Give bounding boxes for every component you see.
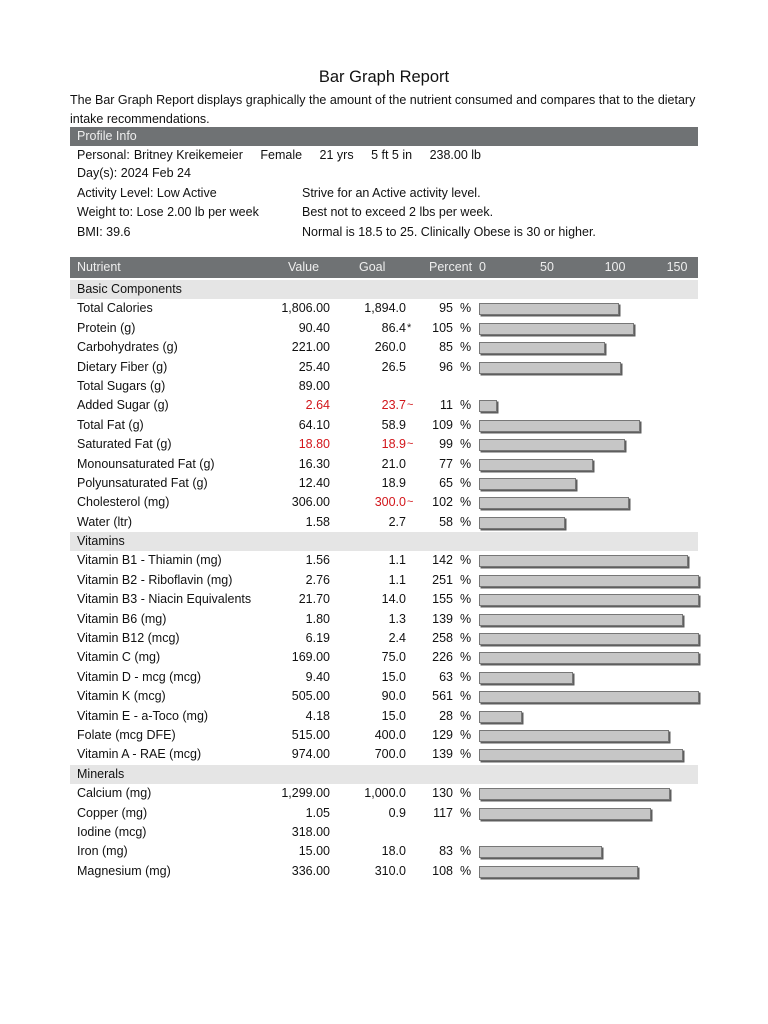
nutrient-table-header bbox=[70, 257, 698, 278]
percent-bar bbox=[479, 711, 522, 723]
nutrient-row bbox=[70, 358, 698, 377]
personal-name: Personal: Britney Kreikemeier bbox=[77, 148, 243, 162]
nutrient-row bbox=[70, 629, 698, 648]
report-description: The Bar Graph Report displays graphically the amount of the nutrient consumed and compares that to the dietary intake recommendations. bbox=[70, 93, 696, 126]
nutrient-value: 505.00 bbox=[291, 689, 330, 704]
percent-bar bbox=[479, 497, 629, 509]
nutrient-percent: 139 bbox=[432, 747, 453, 762]
percent-sign: % bbox=[460, 417, 472, 432]
nutrient-value: 221.00 bbox=[291, 340, 330, 355]
nutrient-percent: 251 bbox=[432, 572, 453, 587]
nutrient-goal: 1,894.0 bbox=[364, 301, 406, 316]
percent-bar bbox=[479, 575, 699, 587]
percent-sign: % bbox=[460, 340, 472, 355]
nutrient-name: Polyunsaturated Fat (g) bbox=[77, 475, 208, 490]
nutrient-value: 1.05 bbox=[305, 805, 330, 820]
nutrient-row bbox=[70, 745, 698, 764]
percent-sign: % bbox=[460, 301, 472, 316]
nutrient-value: 12.40 bbox=[298, 475, 330, 490]
nutrient-value: 18.80 bbox=[298, 437, 330, 452]
nutrient-percent: 108 bbox=[432, 863, 453, 878]
percent-sign: % bbox=[460, 514, 472, 529]
nutrient-goal: 2.4 bbox=[388, 631, 406, 646]
percent-sign: % bbox=[460, 650, 472, 665]
percent-bar bbox=[479, 323, 634, 335]
personal-age: 21 yrs bbox=[319, 148, 354, 162]
percent-bar bbox=[479, 672, 573, 684]
nutrient-name: Total Sugars (g) bbox=[77, 378, 166, 393]
nutrient-row bbox=[70, 493, 698, 512]
nutrient-name: Vitamin B12 (mcg) bbox=[77, 631, 180, 646]
nutrient-name: Total Fat (g) bbox=[77, 417, 144, 432]
percent-bar bbox=[479, 439, 625, 451]
nutrient-goal: 1.3 bbox=[388, 611, 406, 626]
percent-bar bbox=[479, 478, 576, 490]
nutrient-row bbox=[70, 862, 698, 881]
profile-info-header bbox=[70, 127, 698, 146]
percent-bar bbox=[479, 459, 593, 471]
nutrient-row bbox=[70, 513, 698, 532]
header-nutrient: Nutrient bbox=[77, 260, 121, 274]
nutrient-goal: 58.9 bbox=[381, 417, 406, 432]
nutrient-value: 15.00 bbox=[298, 844, 330, 859]
percent-sign: % bbox=[460, 727, 472, 742]
nutrient-value: 25.40 bbox=[298, 359, 330, 374]
profile-days: Day(s): 2024 Feb 24 bbox=[77, 166, 191, 180]
nutrient-name: Vitamin B1 - Thiamin (mg) bbox=[77, 553, 222, 568]
header-goal: Goal bbox=[359, 260, 386, 274]
goal-flag: * bbox=[407, 321, 412, 334]
nutrient-goal: 21.0 bbox=[381, 456, 406, 471]
nutrient-goal: 700.0 bbox=[374, 747, 406, 762]
nutrient-value: 6.19 bbox=[305, 631, 330, 646]
percent-bar bbox=[479, 866, 638, 878]
nutrient-goal: 86.4 bbox=[381, 320, 406, 335]
nutrient-value: 89.00 bbox=[298, 378, 330, 393]
nutrient-percent: 105 bbox=[432, 320, 453, 335]
percent-bar bbox=[479, 730, 669, 742]
nutrient-goal: 18.9 bbox=[381, 475, 406, 490]
profile-weight-goal: Weight to: Lose 2.00 lb per week bbox=[77, 205, 259, 219]
nutrient-row bbox=[70, 435, 698, 454]
nutrient-percent: 226 bbox=[432, 650, 453, 665]
nutrient-goal: 1.1 bbox=[388, 572, 406, 587]
nutrient-row bbox=[70, 668, 698, 687]
nutrient-goal: 23.7 bbox=[381, 398, 406, 413]
category-row: Vitamins bbox=[70, 532, 698, 551]
nutrient-percent: 58 bbox=[439, 514, 453, 529]
nutrient-name: Copper (mg) bbox=[77, 805, 148, 820]
nutrient-goal: 90.0 bbox=[381, 689, 406, 704]
nutrient-name: Iodine (mcg) bbox=[77, 824, 147, 839]
nutrient-row bbox=[70, 338, 698, 357]
bar-axis-tick: 0 bbox=[479, 260, 486, 274]
profile-info-title: Profile Info bbox=[77, 129, 137, 143]
percent-sign: % bbox=[460, 708, 472, 723]
nutrient-percent: 85 bbox=[439, 340, 453, 355]
percent-bar bbox=[479, 594, 699, 606]
nutrient-value: 16.30 bbox=[298, 456, 330, 471]
nutrient-name: Vitamin B3 - Niacin Equivalents bbox=[77, 592, 252, 607]
nutrient-goal: 400.0 bbox=[374, 727, 406, 742]
percent-bar bbox=[479, 808, 651, 820]
nutrient-goal: 15.0 bbox=[381, 708, 406, 723]
percent-bar bbox=[479, 652, 699, 664]
nutrient-row bbox=[70, 299, 698, 318]
percent-sign: % bbox=[460, 592, 472, 607]
nutrient-value: 21.70 bbox=[298, 592, 330, 607]
nutrient-row bbox=[70, 377, 698, 396]
nutrient-row bbox=[70, 707, 698, 726]
nutrient-percent: 96 bbox=[439, 359, 453, 374]
nutrient-name: Iron (mg) bbox=[77, 844, 128, 859]
nutrient-value: 1,299.00 bbox=[281, 786, 330, 801]
bar-axis-tick: 100 bbox=[604, 260, 626, 274]
category-row: Minerals bbox=[70, 765, 698, 784]
percent-bar bbox=[479, 400, 497, 412]
nutrient-percent: 258 bbox=[432, 631, 453, 646]
percent-sign: % bbox=[460, 631, 472, 646]
nutrient-percent: 77 bbox=[439, 456, 453, 471]
nutrient-row bbox=[70, 648, 698, 667]
nutrient-value: 1,806.00 bbox=[281, 301, 330, 316]
percent-sign: % bbox=[460, 786, 472, 801]
percent-bar bbox=[479, 342, 605, 354]
percent-bar bbox=[479, 555, 688, 567]
header-percent: Percent bbox=[429, 260, 473, 274]
nutrient-percent: 63 bbox=[439, 669, 453, 684]
nutrient-value: 1.56 bbox=[305, 553, 330, 568]
nutrient-row bbox=[70, 319, 698, 338]
percent-sign: % bbox=[460, 863, 472, 878]
percent-bar bbox=[479, 846, 602, 858]
nutrient-value: 306.00 bbox=[291, 495, 330, 510]
personal-sex: Female bbox=[260, 148, 303, 162]
percent-bar bbox=[479, 691, 699, 703]
percent-sign: % bbox=[460, 747, 472, 762]
percent-sign: % bbox=[460, 611, 472, 626]
goal-flag: ~ bbox=[407, 496, 414, 509]
nutrient-goal: 310.0 bbox=[374, 863, 406, 878]
nutrient-row bbox=[70, 551, 698, 570]
nutrient-value: 515.00 bbox=[291, 727, 330, 742]
nutrient-value: 169.00 bbox=[291, 650, 330, 665]
page-title: Bar Graph Report bbox=[318, 68, 450, 86]
nutrient-table bbox=[70, 280, 698, 881]
nutrient-row bbox=[70, 726, 698, 745]
nutrient-name: Dietary Fiber (g) bbox=[77, 359, 168, 374]
nutrient-value: 2.64 bbox=[305, 398, 330, 413]
nutrient-value: 1.58 bbox=[305, 514, 330, 529]
nutrient-goal: 1,000.0 bbox=[364, 786, 406, 801]
nutrient-goal: 0.9 bbox=[388, 805, 406, 820]
profile-activity-note: Strive for an Active activity level. bbox=[302, 186, 481, 200]
nutrient-percent: 142 bbox=[432, 553, 453, 568]
nutrient-row bbox=[70, 474, 698, 493]
personal-weight: 238.00 lb bbox=[429, 148, 481, 162]
nutrient-goal: 1.1 bbox=[388, 553, 406, 568]
nutrient-name: Vitamin K (mcg) bbox=[77, 689, 166, 704]
profile-bmi: BMI: 39.6 bbox=[77, 225, 131, 239]
nutrient-percent: 117 bbox=[433, 805, 453, 820]
nutrient-percent: 28 bbox=[439, 708, 453, 723]
nutrient-goal: 18.0 bbox=[381, 844, 406, 859]
bar-axis-tick: 50 bbox=[540, 260, 554, 274]
nutrient-goal: 15.0 bbox=[381, 669, 406, 684]
percent-sign: % bbox=[460, 437, 472, 452]
nutrient-value: 336.00 bbox=[291, 863, 330, 878]
category-row: Basic Components bbox=[70, 280, 698, 299]
percent-sign: % bbox=[460, 320, 472, 335]
nutrient-value: 64.10 bbox=[298, 417, 330, 432]
profile-bmi-note: Normal is 18.5 to 25. Clinically Obese is 30 or higher. bbox=[302, 225, 596, 239]
nutrient-name: Cholesterol (mg) bbox=[77, 495, 170, 510]
nutrient-name: Vitamin B2 - Riboflavin (mg) bbox=[77, 572, 233, 587]
nutrient-goal: 26.5 bbox=[381, 359, 406, 374]
nutrient-row bbox=[70, 823, 698, 842]
nutrient-row bbox=[70, 416, 698, 435]
nutrient-row bbox=[70, 610, 698, 629]
percent-bar bbox=[479, 517, 565, 529]
nutrient-name: Vitamin E - a-Toco (mg) bbox=[77, 708, 209, 723]
nutrient-name: Vitamin A - RAE (mcg) bbox=[77, 747, 202, 762]
percent-sign: % bbox=[460, 495, 472, 510]
nutrient-goal: 2.7 bbox=[388, 514, 406, 529]
nutrient-value: 2.76 bbox=[305, 572, 330, 587]
percent-sign: % bbox=[460, 398, 472, 413]
nutrient-row bbox=[70, 396, 698, 415]
nutrient-value: 1.80 bbox=[305, 611, 330, 626]
nutrient-name: Monounsaturated Fat (g) bbox=[77, 456, 215, 471]
nutrient-name: Carbohydrates (g) bbox=[77, 340, 178, 355]
percent-sign: % bbox=[460, 475, 472, 490]
nutrient-percent: 99 bbox=[439, 437, 453, 452]
nutrient-goal: 14.0 bbox=[381, 592, 406, 607]
nutrient-name: Folate (mcg DFE) bbox=[77, 727, 176, 742]
percent-sign: % bbox=[460, 689, 472, 704]
percent-bar bbox=[479, 420, 640, 432]
nutrient-value: 9.40 bbox=[305, 669, 330, 684]
nutrient-name: Vitamin C (mg) bbox=[77, 650, 161, 665]
nutrient-goal: 300.0 bbox=[374, 495, 406, 510]
nutrient-percent: 155 bbox=[432, 592, 453, 607]
percent-bar bbox=[479, 633, 699, 645]
profile-weight-note: Best not to exceed 2 lbs per week. bbox=[302, 205, 494, 219]
nutrient-name: Vitamin D - mcg (mcg) bbox=[77, 669, 202, 684]
nutrient-name: Magnesium (mg) bbox=[77, 863, 171, 878]
percent-bar bbox=[479, 614, 683, 626]
nutrient-name: Calcium (mg) bbox=[77, 786, 152, 801]
header-value: Value bbox=[288, 260, 320, 274]
nutrient-percent: 11 bbox=[440, 398, 453, 413]
nutrient-percent: 130 bbox=[432, 786, 453, 801]
profile-activity-level: Activity Level: Low Active bbox=[77, 186, 217, 200]
nutrient-row bbox=[70, 784, 698, 803]
nutrient-name: Protein (g) bbox=[77, 320, 136, 335]
percent-sign: % bbox=[460, 572, 472, 587]
nutrient-name: Vitamin B6 (mg) bbox=[77, 611, 167, 626]
nutrient-value: 974.00 bbox=[291, 747, 330, 762]
percent-sign: % bbox=[460, 359, 472, 374]
nutrient-name: Water (ltr) bbox=[77, 514, 133, 529]
nutrient-percent: 561 bbox=[432, 689, 453, 704]
nutrient-row bbox=[70, 687, 698, 706]
nutrient-value: 318.00 bbox=[291, 824, 330, 839]
nutrient-percent: 95 bbox=[439, 301, 453, 316]
goal-flag: ~ bbox=[407, 399, 414, 412]
bar-axis-tick: 150 bbox=[666, 260, 688, 274]
nutrient-percent: 65 bbox=[439, 475, 453, 490]
percent-bar bbox=[479, 749, 683, 761]
percent-bar bbox=[479, 362, 621, 374]
nutrient-row bbox=[70, 455, 698, 474]
nutrient-goal: 75.0 bbox=[381, 650, 406, 665]
personal-height: 5 ft 5 in bbox=[371, 148, 413, 162]
profile-personal bbox=[77, 146, 481, 165]
nutrient-row bbox=[70, 804, 698, 823]
nutrient-percent: 83 bbox=[439, 844, 453, 859]
percent-sign: % bbox=[460, 805, 472, 820]
nutrient-percent: 139 bbox=[432, 611, 453, 626]
nutrient-percent: 102 bbox=[432, 495, 453, 510]
percent-bar bbox=[479, 303, 619, 315]
percent-sign: % bbox=[460, 669, 472, 684]
nutrient-name: Total Calories bbox=[77, 301, 153, 316]
nutrient-goal: 18.9 bbox=[381, 437, 406, 452]
goal-flag: ~ bbox=[407, 438, 414, 451]
nutrient-percent: 129 bbox=[432, 727, 453, 742]
percent-sign: % bbox=[460, 844, 472, 859]
nutrient-value: 4.18 bbox=[305, 708, 330, 723]
nutrient-row bbox=[70, 590, 698, 609]
nutrient-percent: 109 bbox=[432, 417, 453, 432]
percent-bar bbox=[479, 788, 670, 800]
nutrient-row bbox=[70, 842, 698, 861]
nutrient-row bbox=[70, 571, 698, 590]
percent-sign: % bbox=[460, 553, 472, 568]
percent-sign: % bbox=[460, 456, 472, 471]
nutrient-goal: 260.0 bbox=[374, 340, 406, 355]
nutrient-name: Added Sugar (g) bbox=[77, 398, 169, 413]
nutrient-name: Saturated Fat (g) bbox=[77, 437, 172, 452]
nutrient-value: 90.40 bbox=[298, 320, 330, 335]
